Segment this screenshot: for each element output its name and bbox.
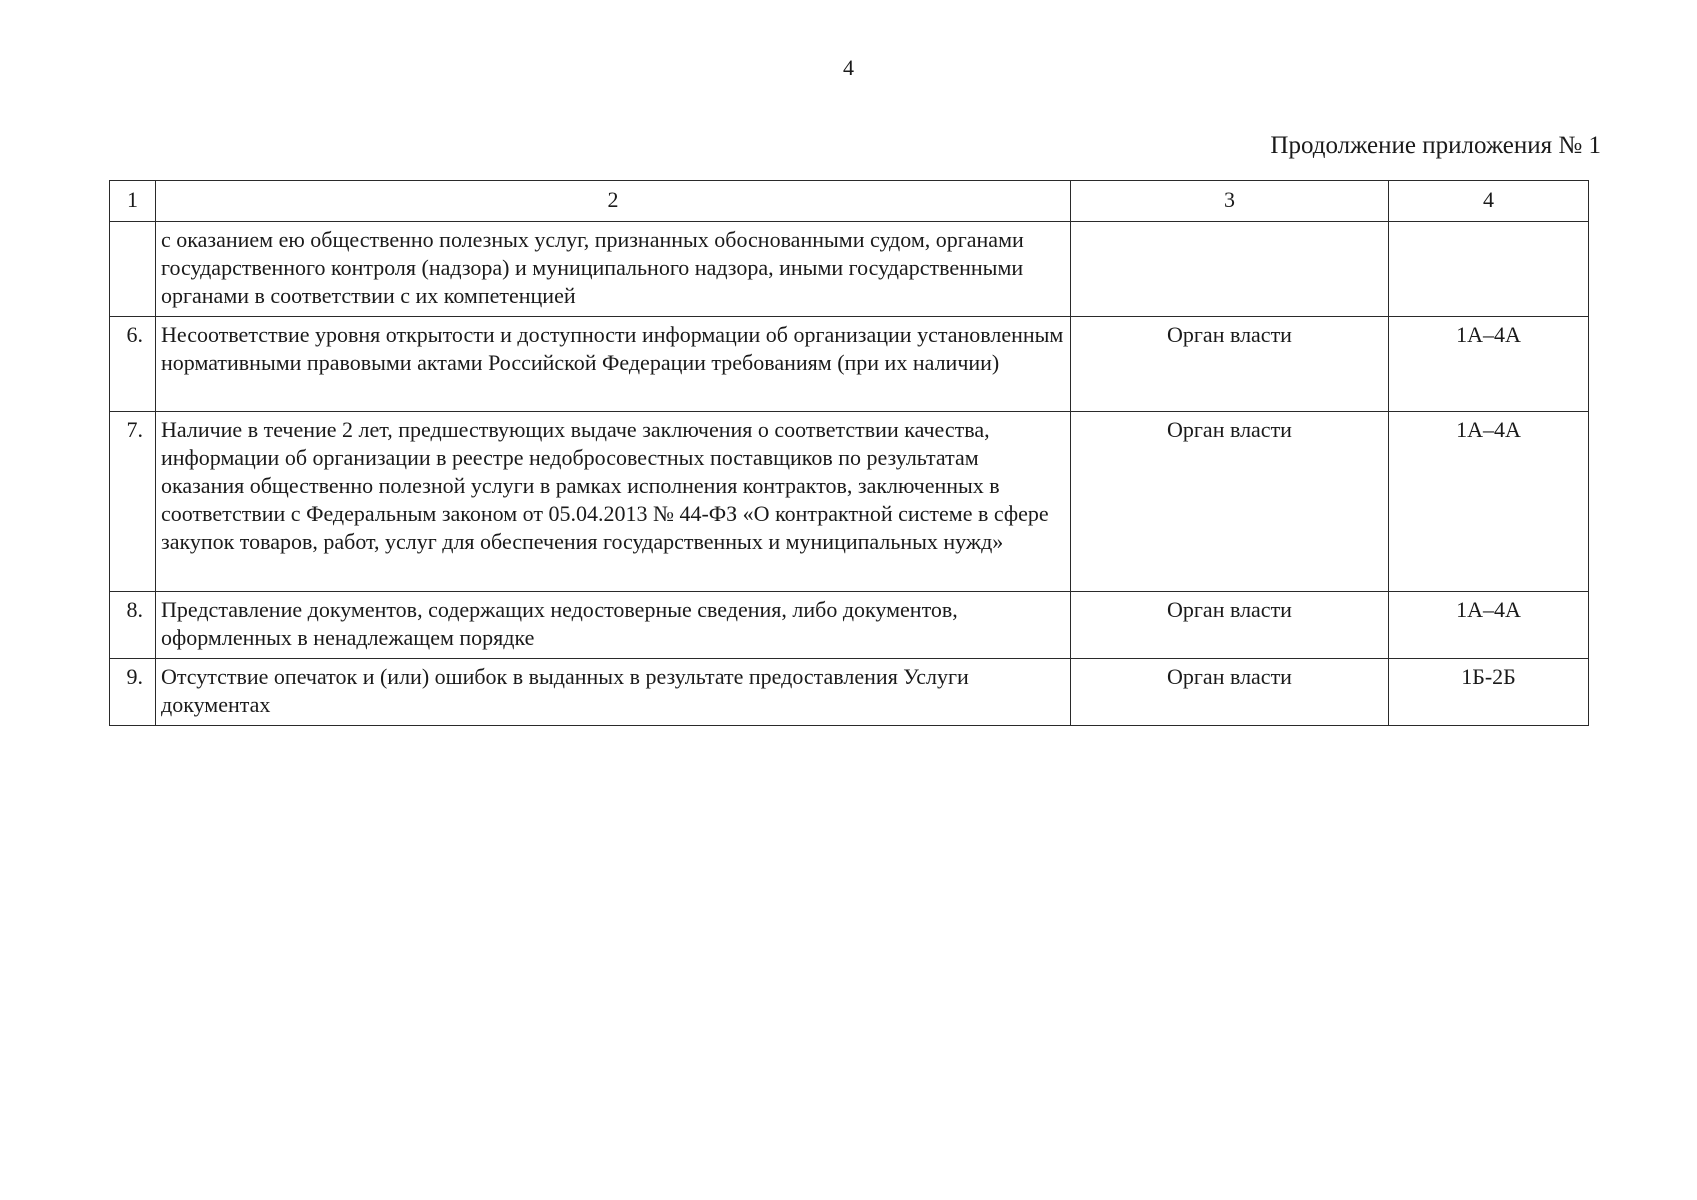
table-header-row: [110, 181, 1589, 222]
table-row: [110, 317, 1589, 412]
row-authority: Орган власти: [1071, 659, 1389, 726]
appendix-table: [109, 180, 1589, 726]
table-row: [110, 592, 1589, 659]
column-header-2: 2: [156, 181, 1071, 222]
row-number: [110, 222, 156, 317]
table-row: [110, 659, 1589, 726]
row-number: 6.: [110, 317, 156, 412]
row-code: 1А–4А: [1389, 317, 1589, 412]
row-criterion: с оказанием ею общественно полезных услуг, признанных обоснованными судом, органами государственного контроля (надзора) и муниципального надзора, иными государственными органами в соответствии с их компетенцией: [156, 222, 1071, 317]
row-number: 7.: [110, 412, 156, 592]
row-criterion: Несоответствие уровня открытости и доступности информации об организации установленным нормативными правовыми актами Российской Федерации требованиям (при их наличии): [156, 317, 1071, 412]
row-number: 9.: [110, 659, 156, 726]
row-criterion: Представление документов, содержащих недостоверные сведения, либо документов, оформленных в ненадлежащем порядке: [156, 592, 1071, 659]
table-row: [110, 412, 1589, 592]
page-number: 4: [843, 55, 854, 80]
row-authority: Орган власти: [1071, 592, 1389, 659]
column-header-3: 3: [1071, 181, 1389, 222]
column-header-4: 4: [1389, 181, 1589, 222]
row-authority: Орган власти: [1071, 412, 1389, 592]
row-criterion: Отсутствие опечаток и (или) ошибок в выданных в результате предоставления Услуги документах: [156, 659, 1071, 726]
table-row: [110, 222, 1589, 317]
column-header-1: 1: [110, 181, 156, 222]
row-code: [1389, 222, 1589, 317]
row-number: 8.: [110, 592, 156, 659]
row-authority: Орган власти: [1071, 317, 1389, 412]
row-criterion: Наличие в течение 2 лет, предшествующих выдаче заключения о соответствии качества, информации об организации в реестре недобросовестных поставщиков по результатам оказания общественно полезной услуги в рамках исполнения контрактов, заключенных в соответствии с Федеральным законом от 05.04.2013 № 44-ФЗ «О контрактной системе в сфере закупок товаров, работ, услуг для обеспечения государственных и муниципальных нужд»: [156, 412, 1071, 592]
row-code: 1А–4А: [1389, 412, 1589, 592]
row-authority: [1071, 222, 1389, 317]
row-code: 1Б-2Б: [1389, 659, 1589, 726]
appendix-continuation-title: Продолжение приложения № 1: [1270, 132, 1601, 159]
row-code: 1А–4А: [1389, 592, 1589, 659]
